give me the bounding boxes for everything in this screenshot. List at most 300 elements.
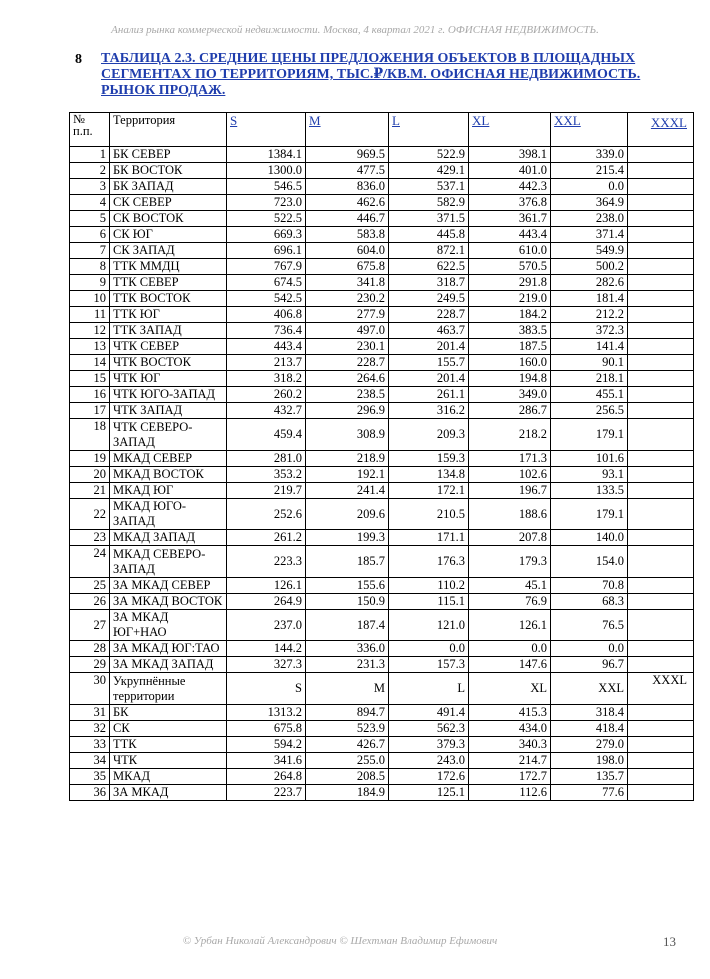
value-m: 150.9 — [306, 594, 389, 610]
value-m: 230.1 — [306, 339, 389, 355]
table-row — [70, 594, 694, 610]
table-row — [70, 419, 694, 451]
table-row — [70, 211, 694, 227]
value-xxxl — [628, 451, 694, 467]
territory-cell: ТТК ММДЦ — [110, 259, 227, 275]
territory-cell: ЗА МКАД ЮГ+НАО — [110, 610, 227, 641]
value-s: 213.7 — [227, 355, 306, 371]
value-l: 537.1 — [389, 179, 469, 195]
value-m: 583.8 — [306, 227, 389, 243]
value-m: 462.6 — [306, 195, 389, 211]
row-number: 10 — [70, 291, 110, 307]
table-row — [70, 705, 694, 721]
value-xxl: 218.1 — [551, 371, 628, 387]
row-number: 24 — [70, 546, 110, 578]
value-l: 125.1 — [389, 785, 469, 801]
value-s: 594.2 — [227, 737, 306, 753]
value-l: 172.1 — [389, 483, 469, 499]
territory-cell: МКАД ЮГ — [110, 483, 227, 499]
value-xl: 442.3 — [469, 179, 551, 195]
value-l: 445.8 — [389, 227, 469, 243]
territory-cell: БК ЗАПАД — [110, 179, 227, 195]
value-l: 0.0 — [389, 641, 469, 657]
value-l: 159.3 — [389, 451, 469, 467]
value-s: 318.2 — [227, 371, 306, 387]
value-xxl: 238.0 — [551, 211, 628, 227]
value-l: 316.2 — [389, 403, 469, 419]
territory-cell: СК СЕВЕР — [110, 195, 227, 211]
value-xxxl — [628, 163, 694, 179]
value-xxxl — [628, 467, 694, 483]
value-s: 675.8 — [227, 721, 306, 737]
row-number: 7 — [70, 243, 110, 259]
territory-cell: ЧТК — [110, 753, 227, 769]
row-number: 19 — [70, 451, 110, 467]
value-xxxl — [628, 339, 694, 355]
value-xl: 171.3 — [469, 451, 551, 467]
value-s: 327.3 — [227, 657, 306, 673]
value-xl: 45.1 — [469, 578, 551, 594]
value-m: 218.9 — [306, 451, 389, 467]
value-m: 675.8 — [306, 259, 389, 275]
value-m: 187.4 — [306, 610, 389, 641]
table-row — [70, 163, 694, 179]
value-xxl: 549.9 — [551, 243, 628, 259]
value-l: 172.6 — [389, 769, 469, 785]
value-s: 252.6 — [227, 499, 306, 530]
value-xxxl — [628, 147, 694, 163]
value-xxxl — [628, 387, 694, 403]
value-xxxl — [628, 705, 694, 721]
row-number: 26 — [70, 594, 110, 610]
value-xxl: 70.8 — [551, 578, 628, 594]
value-s: 264.8 — [227, 769, 306, 785]
value-s: 432.7 — [227, 403, 306, 419]
territory-cell: БК СЕВЕР — [110, 147, 227, 163]
col-header-xl[interactable]: XL — [469, 113, 551, 147]
value-xl: 218.2 — [469, 419, 551, 451]
value-l: 110.2 — [389, 578, 469, 594]
value-l: 379.3 — [389, 737, 469, 753]
value-xxl: 418.4 — [551, 721, 628, 737]
territory-cell: БК — [110, 705, 227, 721]
value-xxxl — [628, 307, 694, 323]
row-number: 36 — [70, 785, 110, 801]
value-xxxl — [628, 483, 694, 499]
territory-cell: СК ВОСТОК — [110, 211, 227, 227]
value-xl: 76.9 — [469, 594, 551, 610]
value-xxxl — [628, 355, 694, 371]
value-xxl: 154.0 — [551, 546, 628, 578]
value-xl: 196.7 — [469, 483, 551, 499]
value-s: 522.5 — [227, 211, 306, 227]
row-number: 29 — [70, 657, 110, 673]
value-xxxl — [628, 291, 694, 307]
value-xxl: 0.0 — [551, 641, 628, 657]
value-m: 894.7 — [306, 705, 389, 721]
row-number: 2 — [70, 163, 110, 179]
table-row — [70, 403, 694, 419]
territory-cell: ЗА МКАД СЕВЕР — [110, 578, 227, 594]
value-m: 199.3 — [306, 530, 389, 546]
row-number: 8 — [70, 259, 110, 275]
row-number: 25 — [70, 578, 110, 594]
col-header-m[interactable]: M — [306, 113, 389, 147]
value-l: 429.1 — [389, 163, 469, 179]
territory-cell: ЗА МКАД ЮГ:ТАО — [110, 641, 227, 657]
value-m: 185.7 — [306, 546, 389, 578]
value-l: 228.7 — [389, 307, 469, 323]
value-l: 115.1 — [389, 594, 469, 610]
territory-cell: ЗА МКАД — [110, 785, 227, 801]
value-m: 208.5 — [306, 769, 389, 785]
territory-cell: ТТК ЗАПАД — [110, 323, 227, 339]
value-s: 669.3 — [227, 227, 306, 243]
value-xxl: 133.5 — [551, 483, 628, 499]
table-row — [70, 179, 694, 195]
value-xxl: 96.7 — [551, 657, 628, 673]
table-row — [70, 753, 694, 769]
value-xxl: 279.0 — [551, 737, 628, 753]
value-xxxl — [628, 243, 694, 259]
value-xxl: 93.1 — [551, 467, 628, 483]
value-xxxl — [628, 769, 694, 785]
value-s: 696.1 — [227, 243, 306, 259]
page-number: 13 — [663, 934, 676, 949]
value-s: 674.5 — [227, 275, 306, 291]
value-xl: 194.8 — [469, 371, 551, 387]
value-xl: 443.4 — [469, 227, 551, 243]
table-row — [70, 499, 694, 530]
table-row — [70, 530, 694, 546]
table-row — [70, 339, 694, 355]
value-s: 264.9 — [227, 594, 306, 610]
table-row — [70, 483, 694, 499]
row-number: 22 — [70, 499, 110, 530]
value-xl: 415.3 — [469, 705, 551, 721]
value-xxl: 215.4 — [551, 163, 628, 179]
table-row — [70, 227, 694, 243]
territory-cell: БК ВОСТОК — [110, 163, 227, 179]
value-xl: 286.7 — [469, 403, 551, 419]
row-number: 31 — [70, 705, 110, 721]
col-header-xxxl[interactable]: XXXL — [628, 113, 694, 147]
row-number: 18 — [70, 419, 110, 451]
value-xxxl — [628, 323, 694, 339]
value-xxl: 0.0 — [551, 179, 628, 195]
running-header: Анализ рынка коммерческой недвижимости. Москва, 4 квартал 2021 г. ОФИСНАЯ НЕДВИЖИМОСТЬ. — [111, 24, 599, 36]
value-xxl: 68.3 — [551, 594, 628, 610]
subheader-s: S — [227, 673, 306, 705]
value-l: 622.5 — [389, 259, 469, 275]
value-xl: 179.3 — [469, 546, 551, 578]
value-m: 497.0 — [306, 323, 389, 339]
table-row — [70, 578, 694, 594]
value-xxxl — [628, 419, 694, 451]
territory-cell: МКАД СЕВЕР — [110, 451, 227, 467]
value-xxl: 372.3 — [551, 323, 628, 339]
value-xxxl — [628, 371, 694, 387]
table-row — [70, 323, 694, 339]
value-xl: 291.8 — [469, 275, 551, 291]
value-s: 144.2 — [227, 641, 306, 657]
value-xxxl — [628, 403, 694, 419]
value-xl: 147.6 — [469, 657, 551, 673]
value-l: 491.4 — [389, 705, 469, 721]
value-xxl: 101.6 — [551, 451, 628, 467]
footer-copyright: © Урбан Николай Александрович © Шехтман Владимир Ефимович — [182, 935, 498, 947]
territory-cell: ТТК ЮГ — [110, 307, 227, 323]
table-row — [70, 641, 694, 657]
value-xl: 112.6 — [469, 785, 551, 801]
value-s: 281.0 — [227, 451, 306, 467]
value-xxxl — [628, 594, 694, 610]
value-m: 241.4 — [306, 483, 389, 499]
col-header-num: № п.п. — [70, 113, 110, 147]
value-xxxl — [628, 211, 694, 227]
row-number: 21 — [70, 483, 110, 499]
value-l: 872.1 — [389, 243, 469, 259]
value-l: 243.0 — [389, 753, 469, 769]
value-xl: 0.0 — [469, 641, 551, 657]
value-xxl: 135.7 — [551, 769, 628, 785]
value-xxl: 77.6 — [551, 785, 628, 801]
value-l: 201.4 — [389, 339, 469, 355]
territory-cell: СК ЗАПАД — [110, 243, 227, 259]
value-m: 446.7 — [306, 211, 389, 227]
value-xxxl — [628, 227, 694, 243]
table-row — [70, 195, 694, 211]
row-number: 27 — [70, 610, 110, 641]
price-table — [69, 112, 694, 801]
row-number: 16 — [70, 387, 110, 403]
row-number: 30 — [70, 673, 110, 705]
value-l: 371.5 — [389, 211, 469, 227]
value-m: 836.0 — [306, 179, 389, 195]
value-xxxl — [628, 275, 694, 291]
value-xxxl — [628, 499, 694, 530]
value-xxxl — [628, 546, 694, 578]
territory-cell: СК ЮГ — [110, 227, 227, 243]
value-s: 767.9 — [227, 259, 306, 275]
value-l: 463.7 — [389, 323, 469, 339]
table-row — [70, 657, 694, 673]
territory-cell: ЧТК ВОСТОК — [110, 355, 227, 371]
value-m: 277.9 — [306, 307, 389, 323]
subheader-xl: XL — [469, 673, 551, 705]
value-m: 296.9 — [306, 403, 389, 419]
value-l: 249.5 — [389, 291, 469, 307]
value-s: 1300.0 — [227, 163, 306, 179]
row-number: 5 — [70, 211, 110, 227]
value-xl: 401.0 — [469, 163, 551, 179]
value-s: 237.0 — [227, 610, 306, 641]
table-row — [70, 546, 694, 578]
value-xl: 383.5 — [469, 323, 551, 339]
territory-cell: ЧТК ЗАПАД — [110, 403, 227, 419]
value-xxxl — [628, 657, 694, 673]
value-xl: 376.8 — [469, 195, 551, 211]
value-l: 210.5 — [389, 499, 469, 530]
value-xxl: 179.1 — [551, 499, 628, 530]
subheader-xxxl: XXXL — [628, 673, 694, 705]
subheader-territory: Укрупнённые территории — [110, 673, 227, 705]
value-xxl: 318.4 — [551, 705, 628, 721]
subheader-row — [70, 673, 694, 705]
value-m: 238.5 — [306, 387, 389, 403]
value-s: 406.8 — [227, 307, 306, 323]
value-s: 443.4 — [227, 339, 306, 355]
table-row — [70, 291, 694, 307]
value-xl: 172.7 — [469, 769, 551, 785]
row-number: 12 — [70, 323, 110, 339]
table-row — [70, 737, 694, 753]
value-xxl: 371.4 — [551, 227, 628, 243]
value-s: 223.7 — [227, 785, 306, 801]
value-xl: 102.6 — [469, 467, 551, 483]
row-number: 17 — [70, 403, 110, 419]
row-number: 6 — [70, 227, 110, 243]
value-xxl: 140.0 — [551, 530, 628, 546]
value-m: 192.1 — [306, 467, 389, 483]
value-xxxl — [628, 195, 694, 211]
value-l: 157.3 — [389, 657, 469, 673]
subheader-m: M — [306, 673, 389, 705]
table-row — [70, 275, 694, 291]
value-l: 176.3 — [389, 546, 469, 578]
territory-cell: ЧТК ЮГО-ЗАПАД — [110, 387, 227, 403]
table-title-link[interactable]: ТАБЛИЦА 2.3. СРЕДНИЕ ЦЕНЫ ПРЕДЛОЖЕНИЯ ОБЪЕКТОВ В ПЛОЩАДНЫХ СЕГМЕНТАХ ПО ТЕРРИТОРИЯМ, ТЫС.₽/КВ.М. ОФИСНАЯ НЕДВИЖИМОСТЬ. РЫНОК ПРОДАЖ. — [101, 51, 641, 98]
value-xxl: 212.2 — [551, 307, 628, 323]
value-s: 261.2 — [227, 530, 306, 546]
row-number: 32 — [70, 721, 110, 737]
col-header-territory: Территория — [110, 113, 227, 147]
value-xxl: 141.4 — [551, 339, 628, 355]
row-number: 1 — [70, 147, 110, 163]
value-xxl: 339.0 — [551, 147, 628, 163]
value-xl: 188.6 — [469, 499, 551, 530]
table-row — [70, 147, 694, 163]
value-l: 522.9 — [389, 147, 469, 163]
table-row — [70, 451, 694, 467]
value-s: 223.3 — [227, 546, 306, 578]
territory-cell: ЧТК СЕВЕР — [110, 339, 227, 355]
value-xl: 219.0 — [469, 291, 551, 307]
value-xl: 361.7 — [469, 211, 551, 227]
value-xl: 340.3 — [469, 737, 551, 753]
value-xxxl — [628, 753, 694, 769]
value-xxl: 455.1 — [551, 387, 628, 403]
row-number: 3 — [70, 179, 110, 195]
table-row — [70, 259, 694, 275]
value-xl: 570.5 — [469, 259, 551, 275]
value-m: 523.9 — [306, 721, 389, 737]
table-row — [70, 769, 694, 785]
table-row — [70, 467, 694, 483]
value-s: 126.1 — [227, 578, 306, 594]
territory-cell: ТТК — [110, 737, 227, 753]
col-header-l[interactable]: L — [389, 113, 469, 147]
value-xxxl — [628, 610, 694, 641]
value-l: 582.9 — [389, 195, 469, 211]
value-xxxl — [628, 641, 694, 657]
value-m: 308.9 — [306, 419, 389, 451]
value-m: 209.6 — [306, 499, 389, 530]
table-row — [70, 721, 694, 737]
value-xxxl — [628, 259, 694, 275]
value-xl: 207.8 — [469, 530, 551, 546]
value-xxl: 90.1 — [551, 355, 628, 371]
value-m: 426.7 — [306, 737, 389, 753]
row-number: 33 — [70, 737, 110, 753]
territory-cell: ЧТК СЕВЕРО-ЗАПАД — [110, 419, 227, 451]
value-m: 969.5 — [306, 147, 389, 163]
value-xxl: 179.1 — [551, 419, 628, 451]
value-s: 353.2 — [227, 467, 306, 483]
table-row — [70, 307, 694, 323]
value-l: 201.4 — [389, 371, 469, 387]
value-xl: 214.7 — [469, 753, 551, 769]
territory-cell: СК — [110, 721, 227, 737]
value-xl: 434.0 — [469, 721, 551, 737]
value-xxl: 364.9 — [551, 195, 628, 211]
value-xl: 610.0 — [469, 243, 551, 259]
value-xxl: 198.0 — [551, 753, 628, 769]
value-s: 542.5 — [227, 291, 306, 307]
value-s: 459.4 — [227, 419, 306, 451]
value-m: 228.7 — [306, 355, 389, 371]
row-number: 15 — [70, 371, 110, 387]
value-l: 171.1 — [389, 530, 469, 546]
value-s: 546.5 — [227, 179, 306, 195]
territory-cell: ЗА МКАД ЗАПАД — [110, 657, 227, 673]
subheader-xxl: XXL — [551, 673, 628, 705]
value-l: 261.1 — [389, 387, 469, 403]
value-xl: 349.0 — [469, 387, 551, 403]
value-xxxl — [628, 578, 694, 594]
row-number: 34 — [70, 753, 110, 769]
row-number: 20 — [70, 467, 110, 483]
value-m: 231.3 — [306, 657, 389, 673]
value-xxxl — [628, 179, 694, 195]
value-m: 155.6 — [306, 578, 389, 594]
value-xxxl — [628, 737, 694, 753]
value-m: 604.0 — [306, 243, 389, 259]
value-s: 1384.1 — [227, 147, 306, 163]
value-s: 723.0 — [227, 195, 306, 211]
value-s: 260.2 — [227, 387, 306, 403]
territory-cell: МКАД — [110, 769, 227, 785]
value-xl: 187.5 — [469, 339, 551, 355]
value-xxxl — [628, 785, 694, 801]
subheader-l: L — [389, 673, 469, 705]
col-header-s[interactable]: S — [227, 113, 306, 147]
value-s: 341.6 — [227, 753, 306, 769]
territory-cell: ТТК ВОСТОК — [110, 291, 227, 307]
value-xxxl — [628, 721, 694, 737]
value-l: 121.0 — [389, 610, 469, 641]
table-row — [70, 610, 694, 641]
value-xl: 160.0 — [469, 355, 551, 371]
value-l: 209.3 — [389, 419, 469, 451]
value-m: 264.6 — [306, 371, 389, 387]
value-s: 219.7 — [227, 483, 306, 499]
value-m: 336.0 — [306, 641, 389, 657]
territory-cell: ЗА МКАД ВОСТОК — [110, 594, 227, 610]
col-header-xxl[interactable]: XXL — [551, 113, 628, 147]
value-m: 341.8 — [306, 275, 389, 291]
value-m: 477.5 — [306, 163, 389, 179]
